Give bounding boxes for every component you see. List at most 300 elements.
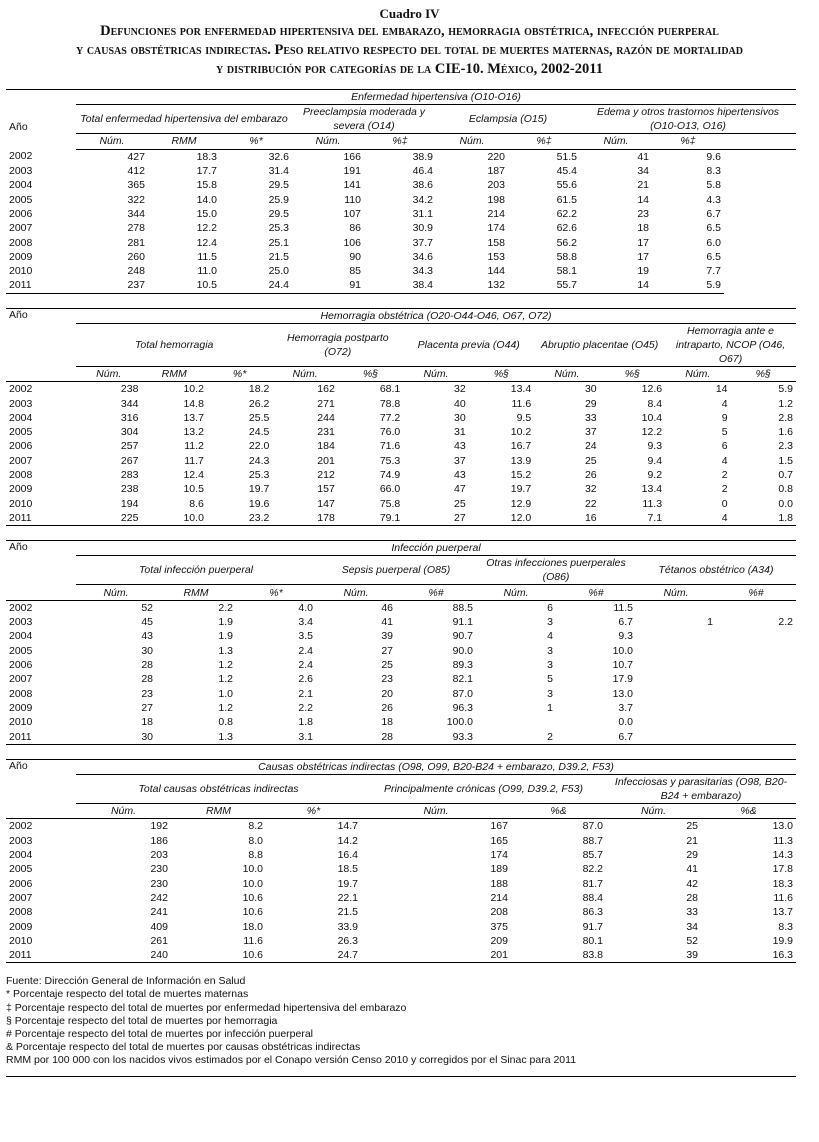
- table-row: [6, 235, 796, 249]
- table-hemorrhage: [6, 308, 796, 527]
- value-cell: 45.4: [556, 165, 577, 178]
- value-cell: 1.2: [218, 701, 233, 714]
- value-cell: 201: [317, 454, 335, 467]
- value-cell: [636, 715, 716, 729]
- year-cell: 2009: [9, 483, 33, 496]
- year-cell: 2007: [9, 454, 33, 467]
- value-cell: 1.6: [778, 426, 793, 439]
- value-cell: 186: [150, 834, 168, 847]
- value-cell: 19: [637, 265, 649, 278]
- table-row: [6, 615, 796, 629]
- col-header: %§: [731, 366, 796, 381]
- table-row: [6, 934, 796, 948]
- value-cell: 18.3: [772, 877, 793, 890]
- value-cell: 33: [584, 411, 597, 424]
- value-cell: 26: [584, 469, 597, 482]
- value-cell: [636, 600, 716, 615]
- value-cell: 19.7: [248, 483, 270, 496]
- value-cell: 344: [127, 207, 145, 220]
- value-cell: 2.1: [298, 687, 313, 700]
- year-cell: 2005: [9, 863, 33, 876]
- value-cell: 2.4: [298, 644, 313, 657]
- value-cell: 12.6: [641, 383, 663, 396]
- value-cell: 31.1: [412, 207, 433, 220]
- value-cell: 15.2: [510, 469, 532, 482]
- value-cell: 9.3: [618, 630, 633, 643]
- value-cell: 13.9: [510, 454, 532, 467]
- year-cell: 2004: [9, 411, 33, 424]
- subgroup-header: Eclampsia (O15): [436, 105, 580, 134]
- value-cell: [476, 715, 556, 729]
- col-header: Núm.: [292, 134, 364, 149]
- value-cell: [636, 644, 716, 658]
- value-cell: 55.6: [556, 179, 577, 192]
- value-cell: 23: [141, 687, 153, 700]
- value-cell: 11.0: [197, 265, 217, 278]
- table-row: [6, 834, 796, 848]
- value-cell: 20: [381, 687, 393, 700]
- value-cell: 2: [476, 729, 556, 744]
- footnotes: [6, 975, 819, 1076]
- value-cell: 17.8: [772, 863, 793, 876]
- value-cell: 19.7: [510, 483, 532, 496]
- col-header: %§: [469, 366, 534, 381]
- value-cell: 11.3: [773, 834, 793, 847]
- value-cell: 16: [534, 511, 599, 526]
- value-cell: 32: [454, 383, 466, 396]
- table-row: [6, 862, 796, 876]
- value-cell: 25.3: [268, 222, 289, 235]
- value-cell: 88.7: [582, 834, 603, 847]
- value-cell: [716, 715, 796, 729]
- year-cell: 2010: [9, 265, 33, 278]
- value-cell: [716, 629, 796, 643]
- value-cell: 25: [381, 659, 393, 672]
- value-cell: 165: [490, 834, 508, 847]
- value-cell: 25.0: [268, 265, 289, 278]
- value-cell: 8.2: [248, 820, 263, 833]
- value-cell: 427: [127, 150, 145, 163]
- value-cell: 24.7: [266, 948, 361, 963]
- table-row: [6, 396, 796, 410]
- value-cell: 10.6: [242, 906, 263, 919]
- year-cell: 2006: [9, 877, 33, 890]
- value-cell: 191: [343, 165, 361, 178]
- year-cell: 2007: [9, 222, 33, 235]
- value-cell: 37.7: [412, 236, 433, 249]
- value-cell: 8.6: [189, 497, 204, 510]
- value-cell: 39: [606, 948, 701, 963]
- value-cell: 2.3: [778, 440, 793, 453]
- value-cell: 0.7: [778, 469, 793, 482]
- value-cell: 21.5: [268, 250, 289, 263]
- value-cell: 38.6: [412, 179, 433, 192]
- value-cell: 32: [584, 483, 597, 496]
- value-cell: 2.8: [778, 411, 793, 424]
- value-cell: 30: [76, 729, 156, 744]
- year-cell: 2007: [9, 891, 33, 904]
- value-cell: 10.5: [183, 483, 204, 496]
- value-cell: 248: [127, 265, 145, 278]
- value-cell: 1.2: [218, 659, 233, 672]
- value-cell: 4.0: [298, 601, 313, 614]
- value-cell: 41: [381, 616, 393, 629]
- value-cell: 25.5: [248, 411, 270, 424]
- table-indirect-causes: [6, 759, 796, 964]
- value-cell: 304: [120, 426, 139, 439]
- value-cell: [716, 672, 796, 686]
- value-cell: 365: [127, 179, 145, 192]
- value-cell: 12.4: [183, 469, 204, 482]
- value-cell: 283: [120, 469, 139, 482]
- table-row: [6, 149, 796, 164]
- value-cell: 45: [141, 616, 153, 629]
- col-header: %‡: [652, 134, 724, 149]
- year-cell: 2009: [9, 701, 33, 714]
- value-cell: 25: [686, 820, 698, 833]
- value-cell: 75.8: [379, 497, 401, 510]
- value-cell: 6.7: [556, 729, 636, 744]
- table-row: [6, 905, 796, 919]
- table-body: [6, 819, 796, 963]
- value-cell: 3.4: [298, 616, 313, 629]
- value-cell: 106: [343, 236, 361, 249]
- subgroup-header: Principalmente crónicas (O99, D39.2, F53): [361, 774, 606, 803]
- col-header: %§: [338, 366, 403, 381]
- subgroup-header: Total enfermedad hipertensiva del embarazo: [76, 105, 292, 134]
- table-body: [6, 382, 796, 526]
- year-cell: 2003: [9, 616, 33, 629]
- value-cell: 30.9: [412, 222, 433, 235]
- table-row: [6, 221, 796, 235]
- year-cell: 2008: [9, 906, 33, 919]
- value-cell: 184: [317, 440, 335, 453]
- value-cell: 2.2: [218, 601, 233, 614]
- table-row: [6, 278, 796, 293]
- value-cell: 107: [343, 207, 361, 220]
- value-cell: 0.0: [618, 716, 633, 729]
- year-cell: 2006: [9, 659, 33, 672]
- col-header: Núm.: [272, 366, 337, 381]
- value-cell: 26.3: [337, 934, 358, 947]
- year-cell: 2008: [9, 687, 33, 700]
- value-cell: [716, 658, 796, 672]
- value-cell: 34: [637, 165, 649, 178]
- col-header: %*: [220, 134, 292, 149]
- value-cell: 11.6: [243, 934, 263, 947]
- value-cell: 10.5: [148, 278, 220, 293]
- table-row: [6, 454, 796, 468]
- value-cell: 162: [317, 383, 335, 396]
- table-row: [6, 819, 796, 834]
- value-cell: 203: [487, 179, 505, 192]
- value-cell: 11.3: [642, 497, 663, 510]
- value-cell: 17.7: [196, 165, 217, 178]
- value-cell: 209: [490, 934, 508, 947]
- value-cell: 13.0: [612, 687, 633, 700]
- col-header: Núm.: [636, 585, 716, 600]
- year-cell: 2002: [9, 383, 33, 396]
- value-cell: 8.8: [248, 849, 263, 862]
- value-cell: 4: [547, 630, 553, 643]
- value-cell: 208: [490, 906, 508, 919]
- col-header: RMM: [148, 134, 220, 149]
- value-cell: 260: [127, 250, 145, 263]
- value-cell: 10.0: [242, 877, 263, 890]
- value-cell: 68.1: [379, 383, 401, 396]
- value-cell: 91.7: [582, 920, 603, 933]
- page: [0, 6, 819, 1142]
- value-cell: 238: [120, 383, 139, 396]
- value-cell: 31: [454, 426, 466, 439]
- table-row: [6, 687, 796, 701]
- year-cell: 2004: [9, 179, 33, 192]
- value-cell: 33.9: [337, 920, 358, 933]
- value-cell: 31.4: [268, 165, 289, 178]
- value-cell: 261: [150, 934, 168, 947]
- value-cell: 11.2: [184, 440, 204, 453]
- year-cell: 2003: [9, 165, 33, 178]
- col-header: %#: [396, 585, 476, 600]
- value-cell: 34.3: [412, 265, 433, 278]
- value-cell: 28: [141, 659, 153, 672]
- value-cell: 6.5: [706, 250, 721, 263]
- value-cell: 242: [150, 891, 168, 904]
- value-cell: 409: [150, 920, 168, 933]
- value-cell: 43: [454, 440, 466, 453]
- value-cell: 10.0: [612, 644, 633, 657]
- value-cell: 11.5: [613, 601, 633, 614]
- value-cell: 18.5: [337, 863, 358, 876]
- value-cell: 5.8: [706, 179, 721, 192]
- value-cell: 147: [317, 497, 335, 510]
- value-cell: 1.8: [731, 511, 796, 526]
- year-cell: 2011: [6, 511, 76, 526]
- value-cell: 37: [584, 426, 597, 439]
- value-cell: 13.7: [183, 411, 204, 424]
- table-row: [6, 658, 796, 672]
- value-cell: 76.0: [379, 426, 401, 439]
- subgroup-header: Abruptio placentae (O45): [534, 323, 665, 366]
- title-block: [0, 6, 819, 79]
- table-row: [6, 250, 796, 264]
- year-cell: 2002: [9, 820, 33, 833]
- value-cell: 10.0: [242, 863, 263, 876]
- value-cell: 4: [665, 511, 730, 526]
- value-cell: 58.1: [556, 265, 577, 278]
- subgroup-header: Total hemorragia: [76, 323, 272, 366]
- value-cell: 24.4: [220, 278, 292, 293]
- value-cell: 157: [317, 483, 335, 496]
- value-cell: 91.1: [452, 616, 473, 629]
- value-cell: 52: [141, 601, 153, 614]
- value-cell: 47: [454, 483, 466, 496]
- value-cell: 187: [487, 165, 505, 178]
- value-cell: 86: [349, 222, 361, 235]
- value-cell: 66.0: [379, 483, 401, 496]
- value-cell: 1: [707, 616, 713, 629]
- value-cell: 158: [487, 236, 505, 249]
- value-cell: 24: [584, 440, 597, 453]
- year-cell: 2010: [9, 934, 33, 947]
- col-header: %#: [556, 585, 636, 600]
- value-cell: 22.0: [248, 440, 270, 453]
- col-header: Núm.: [534, 366, 599, 381]
- col-header: Núm.: [361, 803, 511, 818]
- footnote: * Porcentaje respecto del total de muertes maternas: [6, 988, 249, 1001]
- value-cell: [636, 729, 716, 744]
- year-cell: 2011: [6, 278, 76, 293]
- value-cell: 17.9: [612, 673, 633, 686]
- value-cell: 91: [292, 278, 364, 293]
- value-cell: 230: [150, 863, 168, 876]
- value-cell: [716, 644, 796, 658]
- value-cell: 10.2: [510, 426, 532, 439]
- value-cell: 17: [637, 250, 649, 263]
- value-cell: 30: [454, 411, 466, 424]
- value-cell: 25.3: [248, 469, 270, 482]
- col-header: Núm.: [76, 585, 156, 600]
- table-row: [6, 382, 796, 397]
- value-cell: 10.4: [641, 411, 663, 424]
- footnote: & Porcentaje respecto del total de muertes por causas obstétricas indirectas: [6, 1041, 361, 1054]
- table-puerperal-infection: [6, 540, 796, 745]
- col-header: %‡: [364, 134, 436, 149]
- bottom-rule: [6, 1076, 796, 1077]
- col-header: %*: [207, 366, 272, 381]
- value-cell: 0: [721, 497, 728, 510]
- value-cell: 40: [454, 397, 466, 410]
- value-cell: 214: [490, 891, 508, 904]
- table-row: [6, 715, 796, 729]
- value-cell: 41: [637, 150, 649, 163]
- value-cell: 1.0: [218, 687, 233, 700]
- value-cell: 201: [361, 948, 511, 963]
- year-cell: 2007: [9, 673, 33, 686]
- title-line-2: y causas obstétricas indirectas. Peso relativo respecto del total de muertes maternas, razón de mortalidad: [75, 42, 743, 58]
- value-cell: [636, 672, 716, 686]
- value-cell: 19.6: [248, 497, 270, 510]
- value-cell: 18.2: [248, 383, 270, 396]
- value-cell: 87.0: [582, 820, 603, 833]
- value-cell: 38.4: [364, 278, 436, 293]
- subgroup-header: Hemorragia postparto (O72): [272, 323, 403, 366]
- year-cell: 2003: [9, 397, 33, 410]
- value-cell: 2.2: [778, 616, 793, 629]
- value-cell: 0.8: [218, 716, 233, 729]
- value-cell: 88.4: [582, 891, 603, 904]
- value-cell: 22.1: [337, 891, 358, 904]
- value-cell: 87.0: [452, 687, 473, 700]
- table-row: [6, 411, 796, 425]
- value-cell: 167: [490, 820, 508, 833]
- footnote: § Porcentaje respecto del total de muertes por hemorragia: [6, 1014, 278, 1027]
- value-cell: 89.3: [452, 659, 473, 672]
- value-cell: 80.1: [582, 934, 603, 947]
- col-header: Núm.: [403, 366, 468, 381]
- value-cell: 18.3: [196, 150, 217, 163]
- table-row: [6, 701, 796, 715]
- value-cell: 412: [127, 165, 145, 178]
- value-cell: 278: [127, 222, 145, 235]
- value-cell: 96.3: [452, 701, 473, 714]
- table-body: [6, 149, 796, 293]
- value-cell: 14.3: [772, 849, 793, 862]
- value-cell: 10.2: [183, 383, 204, 396]
- value-cell: 214: [487, 207, 505, 220]
- value-cell: 28: [141, 673, 153, 686]
- value-cell: 42: [686, 877, 698, 890]
- value-cell: 1.2: [218, 673, 233, 686]
- value-cell: 10.6: [242, 891, 263, 904]
- table-row: [6, 192, 796, 206]
- source-note: Fuente: Dirección General de Información en Salud: [6, 975, 246, 988]
- value-cell: 14.7: [337, 820, 358, 833]
- value-cell: 88.5: [452, 601, 473, 614]
- value-cell: 237: [76, 278, 148, 293]
- subgroup-header: Otras infecciones puerperales (O86): [476, 556, 636, 585]
- value-cell: 3: [547, 644, 553, 657]
- value-cell: 30: [584, 383, 597, 396]
- table-row: [6, 482, 796, 496]
- col-header: %*: [266, 803, 361, 818]
- value-cell: 11.6: [511, 397, 532, 410]
- table-row: [6, 948, 796, 963]
- value-cell: 6.7: [618, 616, 633, 629]
- col-header: Núm.: [76, 803, 171, 818]
- value-cell: 13.0: [772, 820, 793, 833]
- value-cell: 38.9: [412, 150, 433, 163]
- table-row: [6, 919, 796, 933]
- value-cell: 81.7: [582, 877, 603, 890]
- value-cell: 43: [454, 469, 466, 482]
- value-cell: 1.9: [218, 630, 233, 643]
- value-cell: 34.2: [412, 193, 433, 206]
- table-row: [6, 876, 796, 890]
- group-header: Enfermedad hipertensiva (O10-O16): [76, 90, 796, 105]
- col-header: %#: [716, 585, 796, 600]
- value-cell: 240: [76, 948, 171, 963]
- value-cell: 27: [381, 644, 393, 657]
- value-cell: 25: [584, 454, 597, 467]
- year-cell: 2005: [9, 193, 33, 206]
- column-header-row: [6, 134, 796, 149]
- subgroup-header: Preeclampsia moderada y severa (O14): [292, 105, 436, 134]
- value-cell: 5.9: [652, 278, 724, 293]
- value-cell: 8.4: [647, 397, 663, 410]
- value-cell: 23.2: [207, 511, 272, 526]
- value-cell: 79.1: [338, 511, 403, 526]
- col-header: %&: [511, 803, 606, 818]
- value-cell: 14.2: [337, 834, 358, 847]
- col-header: %§: [600, 366, 665, 381]
- value-cell: 3.1: [236, 729, 316, 744]
- value-cell: 26: [381, 701, 393, 714]
- col-header: Núm.: [76, 134, 148, 149]
- value-cell: 1.5: [778, 454, 793, 467]
- title-line-1: Defunciones por enfermedad hipertensiva del embarazo, hemorragia obstétrica, infección puerperal: [100, 23, 719, 39]
- value-cell: 2: [721, 483, 728, 496]
- value-cell: 14: [637, 193, 649, 206]
- value-cell: 11.7: [184, 454, 204, 467]
- value-cell: 15.8: [196, 179, 217, 192]
- value-cell: 41: [686, 863, 698, 876]
- value-cell: 194: [120, 497, 139, 510]
- value-cell: 62.2: [556, 207, 577, 220]
- value-cell: 4.3: [706, 193, 721, 206]
- col-header: RMM: [156, 585, 236, 600]
- value-cell: 1.2: [778, 397, 793, 410]
